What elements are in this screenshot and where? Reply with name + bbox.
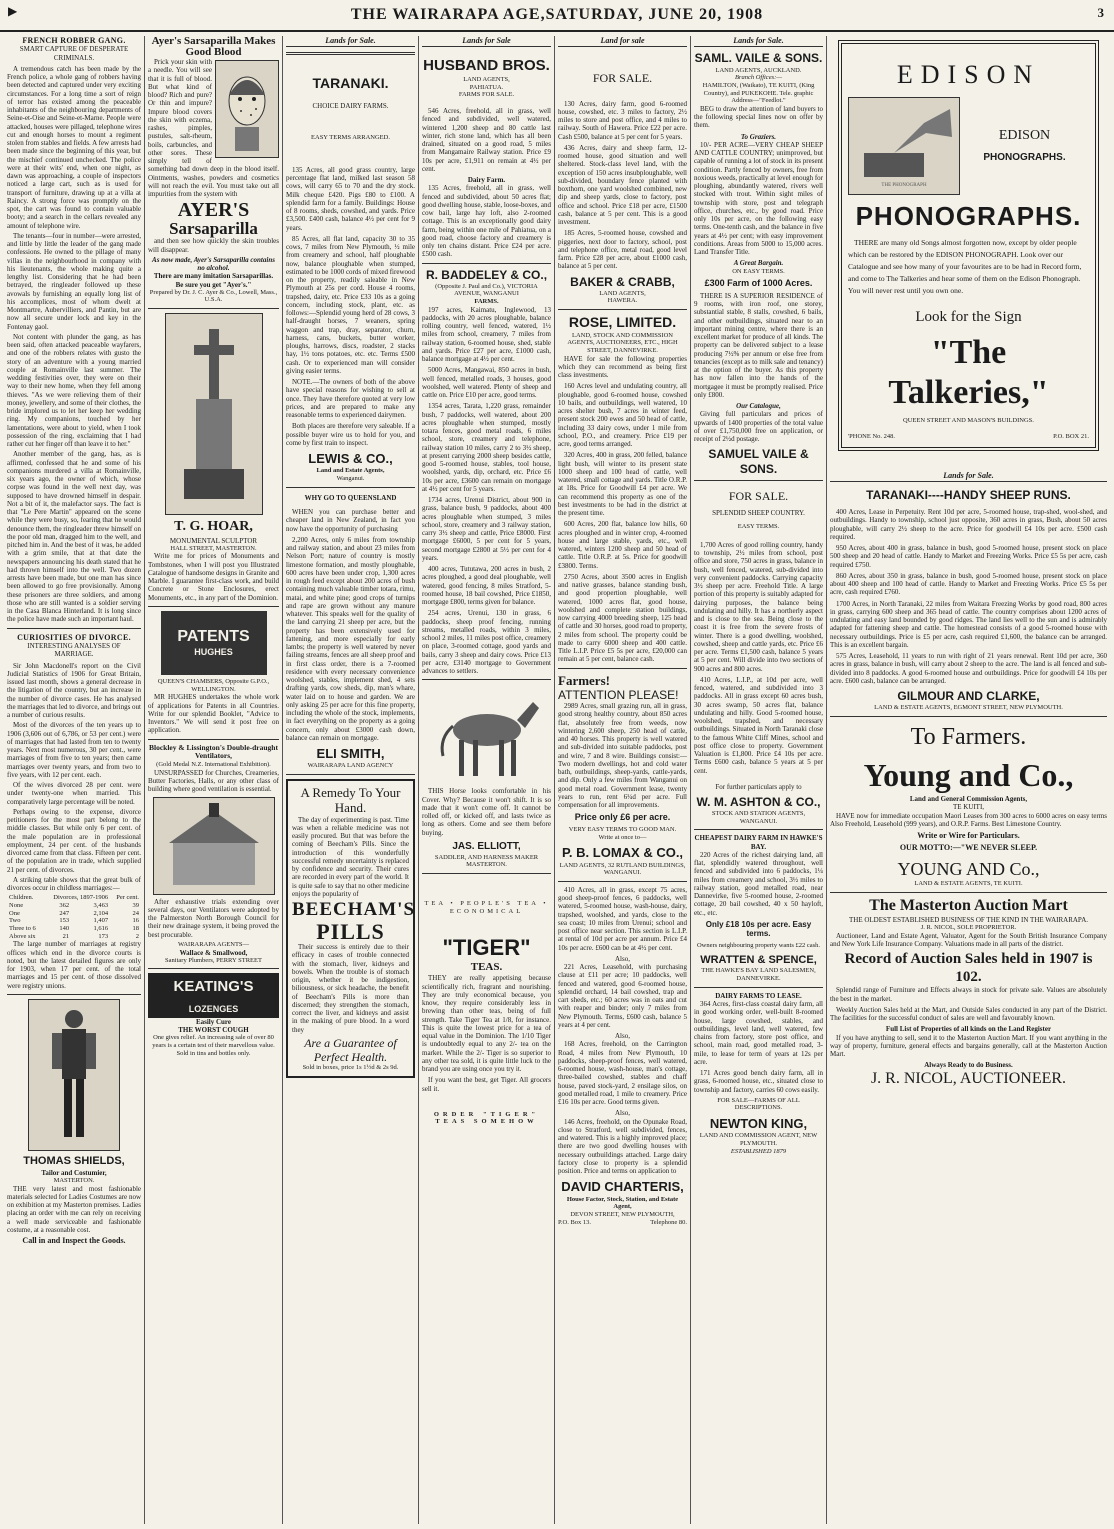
table-cell: 18 — [132, 925, 139, 932]
table-cell: 153 — [59, 917, 70, 925]
masthead — [0, 0, 1114, 32]
divider — [286, 52, 415, 55]
beechams-ad — [286, 779, 415, 1078]
section-subheading: FARMS FOR SALE. — [458, 91, 515, 99]
land-listing: 600 Acres, 200 flat, balance low hills, 60 acres ploughed and in winter crop, 4-roomed house and large stable, yards, etc., well watered, winters 1200 sheep and 50 head of cattle. Title O.R.P. at 5s. Price for goodwill £3800. Terms. — [558, 520, 687, 570]
cross-monument-icon — [174, 319, 254, 509]
divider — [148, 308, 279, 309]
article-paragraph: Most of the divorces of the ten years up to 1906 (3,606 out of 6,786, or 53 per cent.) were of marriages that had lasted from ten to twenty years. Next most numerous, 30 per cent., were marriages of from five to ten years; then came marriages over twenty years, and from two to five years, with 12 per cent. each. — [7, 721, 141, 779]
advertiser-town: MASTERTON. — [53, 1177, 95, 1185]
land-listing: NOTE.—The owners of both of the above have special reasons for wishing to sell at once. They have therefore quoted at very low prices, and are prepared to make any reasonable terms to experienced dairymen. — [286, 378, 415, 420]
terms-line: ON EASY TERMS. — [732, 267, 785, 275]
ad-headline: A Remedy To Your Hand. — [300, 784, 401, 816]
land-listing: 5000 Acres, Mangawai, 850 acres in bush, well fenced, metalled roads, 3 houses, good woolshed, well watered. Plenty of sheep and cattle on. Price £10 per acre, good terms. — [422, 366, 551, 400]
keatings-cure: THE WORST COUGH — [178, 1026, 249, 1034]
section-heading: FOR SALE. — [728, 488, 789, 503]
article-paragraph: The large number of marriages at registry offices which end in the divorce courts is noted, but the latest detailed figures are only for 1903, when 17 per cent. of the total marriages and 15 per cent. of those dissolved were registry unions. — [7, 940, 141, 990]
section-heading: DAIRY FARMS TO LEASE. — [715, 991, 802, 1000]
agent-name: SAMUEL VAILE & SONS. — [708, 447, 809, 476]
price-line: £300 Farm of 1000 Acres. — [704, 278, 813, 289]
land-listing: 10/- PER ACRE—VERY CHEAP SHEEP AND CATTLE COUNTRY; unimproved, but capable of running a lot of stock in its present condition. Partly fenced by owners, free from noxious weeds, practically at level enough for ploughing, abundantly watered, rivers well stocked with trout. Within sight miles of township with store, post and telegraph office, churches, etc., by good road. Price only 10s per acre, on the following easy terms. One-tenth cash, and the balance in five years at 4½ per cent; with easy improvement conditions. Areas from 5000 to 15,000 acres. Land Transfer Title. — [694, 140, 823, 257]
terms-line: EASY TERMS ARRANGED. — [311, 134, 390, 142]
table-cell: 140 — [59, 925, 70, 932]
beechams-brand: BEECHAM'S — [292, 899, 416, 921]
table-header-cell: Children. — [9, 894, 34, 902]
table-row — [7, 933, 141, 941]
ventilator-illustration — [153, 797, 275, 895]
agent-town: HAWERA. — [607, 297, 638, 305]
edison-phonographs: PHONOGRAPHS. — [983, 152, 1066, 164]
article-paragraph: Another member of the gang, has, as is affirmed, confessed that he and some of his companions murdered a villa at Romainville, six years ago, the owner of which, whose corpse was found in the well next day, was supposed to have drowned himself in despair. Not a bit of it, the malefactor says. The fact is that "Le Pere Martin" appeared on the scene while they were busy, so, fearing that he would denounce them, the ringleader threw himself on the poor old man, dragged him to the well, and pitched him in. And the best of it was, he added with a grim smile, that at that date the newspapers announcing his death stated that he had thrown himself into the well. Two dozen arrests have been made, but one man has since been allowed to go free provisionally. Among these prisoners are three soldiers, and among those who are still wanted is a soldier serving in the Casa Blanca Hinterland. It is long since the police have made such an important haul. — [7, 450, 141, 624]
article-paragraph: Not content with plunder the gang, as has been said, often attacked peaceable wayfarers, and one of the robbers relates with gusto the story of an adventure with a young married couple at Romainville last summer. The wedding festivities over, they were on their way to their new home, when they fell among thieves. "As we were relieving them of their money, jewellery, and some of their clothes, the bride implored us to let her keep her wedding ring. My companions, touched by her lamentations, were about to yield, when I took possession of the ring, exclaiming that I had rather cut her finger off than leave it to her." — [7, 332, 141, 449]
also-line: Also, — [615, 1109, 630, 1118]
land-listing: 221 Acres, Leasehold, with purchasing clause at £11 per acre; 10 paddocks, well fenced and watered, good 6-roomed house, splendid orchard, 14 bail cowshed, trap and cart sheds, etc.; 60 acres was in oats and cut with reaper and binder; only 7 miles from New Plymouth. Terms, £600 cash, balance 5 years at 4 per cent. — [558, 963, 687, 1029]
agent-address: DEVON STREET, NEW PLYMOUTH, — [570, 1210, 675, 1218]
table-header-cell: Divorces, 1897-1906 — [53, 894, 109, 902]
column-5 — [554, 36, 690, 1524]
land-listing: 400 Acres, Lease in Perpetuity. Rent 10d per acre, 5-roomed house, trap-shed, wool-shed, and outbuildings. Handy to township, school just opposite, 360 acres in grass, Bush, about 50 acres ploughable, will carry 2½ sheep to the acre. Price for goodwill £4 10s per acre. £500 cash required. — [830, 508, 1107, 541]
ad-body: UNSURPASSED for Churches, Creameries, Butter Factories, Halls, or any other class of building where good ventilation is essential. — [148, 768, 279, 794]
agent-po-box: P.O. Box 13. — [558, 1218, 592, 1226]
agent-address: (Opposite J. Paul and Co.), VICTORIA AVENUE, WANGANUI — [435, 282, 538, 298]
ad-body: THIS Horse looks comfortable in his Cover. Why? Because it won't shift. It is so made that it won't come off. It cannot be rolled off, or kicked off, and lasts twice as long as others. Come and see them before buying. — [422, 787, 551, 837]
land-listing: Both places are therefore very saleable. If a possible buyer wire us to hold for you, and come by first train to inspect. — [286, 422, 415, 447]
table-cell: One — [9, 909, 20, 917]
ad-body: One gives relief. An increasing sale of over 80 years is a certain test of their marvellous value. — [152, 1034, 275, 1049]
table-cell: 3,463 — [93, 902, 109, 910]
land-listing: 410 Acres, L.I.P., at 10d per acre, well fenced, watered, and subdivided into 3 paddocks. All in grass except 60 acres bush, 30 acres swamp, 50 acres flat, balance undulating and hilly. Good 5-roomed house, woolshed, trapshed, and necessary outbuildings. Situated in North Taranaki close to the famous White Cliff Mines, school and post office close to property. Government Valuation is £1,800. Price £4 10s per acre. Terms £600 cash, balance 5 years at 5 per cent. — [694, 675, 823, 775]
ayer-brand-name: Sarsaparilla — [169, 219, 258, 239]
section-subheading: FARMS. — [474, 298, 499, 306]
table-cell: 247 — [59, 909, 70, 917]
agent-name: BAKER & CRABB, — [570, 274, 675, 289]
ad-agents-address: Sanitary Plumbers, PERRY STREET — [165, 956, 262, 964]
ad-slogan: Are a Guarantee of Perfect Health. — [304, 1035, 397, 1065]
patents-brand: PATENTS — [177, 628, 250, 646]
tiger-teas: TEAS. — [470, 961, 503, 974]
column-heading: Lands for Sale. — [694, 36, 823, 47]
ad-body: Weekly Auction Sales held at the Mart, and Outside Sales conducted in any part of the District. The facilities for the successful conduct of sales are well and favourably known. — [830, 1005, 1107, 1023]
section-heading: TARANAKI----HANDY SHEEP RUNS. — [866, 488, 1071, 502]
column-heading: Lands for Sale — [422, 36, 551, 47]
divider — [286, 774, 415, 775]
ad-body: Prick your skin with a needle. You will see that it is full of blood. But what kind of blood? Rich and pure? Or thin and impure? Impure blood covers the skin with eczema, rashes, pimples, pustules, salt-rheum, boils, carbuncles, and other sores. These simply tell of something bad down deep in the blood itself. Ointments, washes, powders and cosmetics will not reach the evil. You must take out all impurities from the system with — [148, 58, 279, 198]
land-listing: 364 Acres, first-class coastal dairy farm, all in good working order, well-built 8-roomed house, large cowshed, stables, and outbuildings, level land, well watered, few chains from factory, store post office, and school, main road, good metalled road, 3-mile, to lease for term of years at 12s per acre. — [694, 1000, 823, 1066]
divider — [694, 987, 823, 988]
column-heading: Lands for Sale. — [830, 471, 1107, 482]
horse-illustration — [427, 684, 547, 784]
land-listing: 320 Acres, 400 in grass, 200 felled, balance light bush, will winter to its present state 1000 sheep and 100 head of cattle, well watered, small cottage and yards. Title O.R.P. at 18s. Price for Goodwill £4 per acre. We can recommend this property as one of the best investments to be had in the district at the present time. — [558, 451, 687, 518]
keatings-easily: Easily Cure — [195, 1017, 232, 1026]
ad-agents-name: Wallace & Smallwood, — [179, 948, 248, 957]
tailor-figure-icon — [44, 1005, 104, 1145]
ad-subheading: Full List of Properties of all kinds on the Land Register — [885, 1025, 1052, 1034]
land-listing: 135 Acres, freehold, all in grass, well fenced and subdivided, about 50 acres flat; good dwelling house, stable, loose-boxes, and cow bail, large hay loft, also 2-roomed cottage. This is an exceptionally good dairy farm, being within one mile of Pahiatua, on a good road, choose factory and creamery is only ten chains distant. Price £24 per acre. £500 cash. — [422, 184, 551, 259]
ayer-sure: Be sure you get "Ayer's." — [175, 280, 252, 289]
to-farmers-heading: To Farmers. — [910, 723, 1027, 750]
agent-town: WANGANUI. — [739, 817, 778, 825]
land-listing: WHEN you can purchase better and cheaper land in New Zealand, in fact you now have the opportunity of purchasing — [286, 508, 415, 533]
ad-body: The day of experimenting is past. Time was when a reliable medicine was not easily procured. But that was before the coming of Beecham's Pills. Since the introduction of this wonderfully successful remedy uncertainty is replaced by confidence and security. Their cures are recorded in every part of the world. It is quite safe to say that no other medicine enjoys the popularity of — [292, 815, 409, 898]
beechams-pills: PILLS — [316, 919, 385, 945]
ad-body: After exhaustive trials extending over several days, our Ventilators were adopted by the Palmerston North Borough Council for their new drainage system, it being proved the best procurable. — [148, 897, 279, 939]
section-heading: To Graziers. — [740, 132, 777, 141]
contact-row — [558, 1219, 687, 1227]
agent-name: R. BADDELEY & CO., — [425, 267, 548, 282]
table-header-cell: Per cent. — [116, 894, 139, 902]
land-listing: 400 acres, Tututawa, 200 acres in bush, 2 acres ploughed, a good deal ploughable, well watered, good fencing, 8 miles Stratford, 5-roomed house, 18 bail cowshed, Price £1850, mortgage £800, terms given for balance. — [422, 565, 551, 607]
table-row — [7, 917, 141, 925]
land-listing: 1,700 Acres of good rolling country, handy to township, 2½ miles from school, post office and store, 750 acres in grass, balance in bush, well fenced, watered, sub-divided into very convenient paddocks. Carrying capacity 3½ sheep per acre. Freehold Title. A large portion of this property is suitably adapted for dairying purposes, the balance being undulating and hilly. It has a northerly aspect and is close to the sea. Being close to the coast it is free from the severe frosts of winter. There is a good dwelling, woolshed, cowshed, sheep and cattle yards, etc. Price £6 per acre. Terms £1,500 cash, balance 5 years at 5 per cent. Will divide into two sections of 900 acres and 800 acres. — [694, 540, 823, 673]
region-heading: TARANAKI. — [312, 75, 389, 92]
phonographs-headline: PHONOGRAPHS. — [855, 200, 1082, 231]
section-heading: FOR SALE. — [592, 71, 653, 86]
ad-body: THE very latest and most fashionable materials selected for Ladies Costumes are now on exhibition at my Masterton premises. Ladies placing an order with me can rely on receiving a well made serviceable and fashionable costume, at a reasonable cost. — [7, 1184, 141, 1234]
record-heading: Record of Auction Sales held in 1907 is 102. — [844, 951, 1093, 985]
land-listing: 254 acres, Urenui, 130 in grass, 6 paddocks, sheep proof fencing, running streams, metalled roads, within 3 miles, school 2 miles, 11 miles post office, creamery on place, 3-roomed cottage, good yards and bails, carry 3 sheep and dairy cows. Price £13 per acre, £3140 mortgage to Government advances to settlers. — [422, 609, 551, 676]
ayer-note: As now made, Ayer's Sarsaparilla contains no alcohol. — [152, 255, 275, 272]
table-cell: 2 — [135, 932, 139, 940]
woman-face-icon — [221, 65, 273, 153]
divider — [558, 309, 687, 310]
article-paragraph: The tenants—four in number—were arrested, and little by little the leader of the gang made confessions. He owned to the pillage of many villas in the neighbourhood in company with his lieutenants, the whole making quite a lengthy list. Considering that he had been betrayed, the ringleader followed up these avowals by furnishing an equally long list of his accomplices, most of whom dwelt at Montmartre, Aubervilliers, and Pantin, but are now all secure under lock and key in the Fontenay gaol. — [7, 231, 141, 331]
price-line: Price only £6 per acre. — [574, 812, 671, 823]
article-paragraph: A striking table shows that the great bulk of divorces occur in childless marriages:— — [7, 875, 141, 893]
divider — [286, 487, 415, 488]
agent-name: ROSE, LIMITED. — [568, 314, 677, 331]
divider — [7, 628, 141, 629]
keatings-subbrand: LOZENGES — [148, 1001, 279, 1018]
article-subtitle: INTERESTING ANALYSES OF MARRIAGE. — [27, 642, 121, 659]
tiger-order-ring: ORDER "TIGER" TEAS SOMEHOW — [433, 1110, 540, 1126]
agent-name: GILMOUR AND CLARKE, — [897, 689, 1040, 704]
table-cell: 173 — [98, 932, 109, 940]
table-cell: Two — [9, 917, 21, 925]
agent-subline: LAND AND COMMISSION AGENT, NEW PLYMOUTH. — [699, 1132, 818, 1148]
edison-brand-block — [960, 128, 1089, 164]
column-2 — [144, 36, 282, 1524]
table-cell: 362 — [59, 902, 70, 910]
advertiser-trade: Tailor and Costumier, — [41, 1168, 107, 1177]
agent-subline: Land and Estate Agents, — [316, 467, 385, 475]
ayer-imitation: There are many imitation Sarsaparillas. — [153, 272, 274, 281]
land-listing: 1354 acres, Tarata, 1,220 grass, remainder bush, 7 paddocks, well watered, about 200 acres ploughable when stumped, mostly totara fences, good metal roads, 6 miles school, store, creamery and telephone, railway station 10 miles, carry 2 to 3½ sheep, at present carrying 2000 sheep besides cattle, good 5-roomed house, stables, tool house, woolshed, yards, dip, orchard, etc. Price £6 10s per acre, £3600 can remain on mortgage at 4½ per cent for 5 years. — [422, 402, 551, 493]
agent-name: SAML. VAILE & SONS. — [694, 51, 823, 66]
look-line: Look for the Sign — [915, 309, 1022, 326]
section-subheading: FOR SALE—FARMS OF ALL DESCRIPTIONS. — [717, 1096, 800, 1112]
face-illustration — [215, 60, 279, 158]
section-heading: Farmers! — [558, 672, 610, 688]
article-title: CURIOSITIES OF DIVORCE. — [17, 632, 131, 642]
ad-footnote: Sold in tins and bottles only. — [176, 1049, 251, 1057]
section-subheading: ATTENTION PLEASE! — [558, 687, 679, 702]
land-listing: 168 Acres, freehold, on the Carrington Road, 4 miles from New Plymouth, 10 paddocks, sheep-proof fences, well watered, 6-roomed house, wash-house, man's cottage, three-bailed cowshed, stables and chaff house, paved stock-yard, 2 ensilage silos, on good metalled road, 1 mile to creamery. Price £16 10s per acre. Good terms given. — [558, 1040, 687, 1107]
divorce-table — [7, 894, 141, 940]
advertiser-trade: MONUMENTAL SCULPTOR — [169, 536, 258, 545]
agent-town: PAHIATUA. — [469, 83, 504, 91]
table-cell: None — [9, 902, 24, 910]
column-heading: Land for sale — [558, 36, 687, 47]
divider — [694, 829, 823, 830]
table-cell: 2,104 — [93, 909, 109, 917]
ad-body: MR HUGHES undertakes the whole work of applications for Patents in all Countries. Write for our splendid Booklet, "Advice to Inventors." We will send it post free on application. — [148, 693, 279, 735]
agent-name: P. B. LOMAX & CO., — [561, 845, 684, 861]
land-listing: 2750 Acres, about 3500 acres in English and native grasses, balance standing bush, and good propertion ploughable, well watered, 1000 acres flat, good house, woolshed and complete station buildings, now carrying 4000 breeding sheep, 125 head of cattle and 30 horses, good road to property, 2 miles from school. The property could be made to carry 6000 sheep and 400 cattle. Title L.I.P. Price £5 5s per acre, £20,000 can remain at 5 per cent, balance cash. — [558, 572, 687, 664]
ad-call-to-action: Write or Wire for Particulars. — [917, 831, 1020, 841]
section-subheading: CHOICE DAIRY FARMS. — [312, 101, 389, 110]
divider — [694, 480, 823, 481]
advertiser-name: THOMAS SHIELDS, — [23, 1154, 125, 1167]
phonograph-label: THE PHONOGRAPH — [881, 182, 927, 188]
building-ventilator-icon — [159, 803, 269, 889]
agent-name: HUSBAND BROS. — [423, 57, 550, 75]
advertiser-address: QUEEN'S CHAMBERS, Opposite G.P.O., WELLINGTON. — [157, 677, 270, 693]
table-cell: 1,616 — [93, 925, 109, 932]
edison-heading: EDISON — [896, 60, 1041, 89]
edison-brand: EDISON — [998, 127, 1051, 143]
ad-body: Their success is entirely due to their efficacy in cases of trouble connected with the stomach, liver, kidneys and bowels. When the trouble is of stomach origin, whether it be indigestion, biliousness, or sick headache, the benefit of Beecham's Pills is more than discerned; they strengthen the stomach, correct the liver, and kidneys and assist in the making of pure blood. In a word they — [292, 943, 409, 1034]
agent-name: LEWIS & CO., — [308, 451, 393, 467]
article-paragraph: Perhaps owing to the expense, divorce petitioners for the most part belong to the middle classes. But while only 6 per cent. of the male population are in professional employment, 24 per cent. of the husbands divorced came from that class. Fifteen per cent. of the population are in trade, which supplied 21 per cent. of divorces. — [7, 807, 141, 874]
ad-headline: Blockley & Lissington's Double-draught Ventilators, — [149, 742, 278, 761]
article-subtitle: SMART CAPTURE OF DESPERATE CRIMINALS. — [19, 45, 129, 62]
edison-row — [848, 97, 1089, 195]
divider — [7, 994, 141, 995]
land-listing: 2,200 Acres, only 6 miles from township and railway station, and about 23 miles from Nelson Port; nature of country is mostly limestone formation, and mostly ploughable, 600 acres have been under crop, 1,300 acres in rough feed except about 200 acres of bush containing much valuable timber totara, rimu, matai, and white pine; good crops of turnips and rape are grown without any manure whatever. This speaks well for the quality of the land carrying 21 sheep per acre, but the property has been extensively used for fattening, and more especially for early lambs; the property is well watered by never failing streams, fences are all sheep proof and in first class order, there is a 7-roomed residence with every necessary convenience woolshed, stables, implement shed, 4 sets drafting yards, cow sheds, dip, man's whare, water laid on to house and garden. We are only asking 25 per acre for this fine property, including the whole of the stock, implements, in fact everything on the property as a going concern, only about £3000 cash down, balance can remain on mortgage. — [286, 535, 415, 742]
tailor-figure-illustration — [28, 999, 120, 1151]
section-heading: Our Catalogue, — [736, 402, 781, 411]
monument-illustration — [165, 313, 263, 515]
patents-logo — [161, 611, 267, 675]
agent-subline: LAND & ESTATE AGENTS, EGMONT STREET, NEW PLYMOUTH. — [874, 704, 1063, 712]
table-cell: 1,407 — [93, 917, 109, 925]
further-line: For further particulars apply to — [715, 782, 802, 791]
agent-name: W. M. ASHTON & CO., — [696, 795, 821, 810]
page-number: 3 — [1097, 5, 1104, 20]
land-listing: 197 acres, Kaimatu, Inglewood, 13 paddocks, with 20 acres ploughable, balance rolling country, well fenced, watered, 1½ miles from school, creamery, 7 miles from railway station, 6-roomed house, shed, stable and yards. Price £27 per acre, £1000 cash, balance mortgage at 4½ per cent. — [422, 305, 551, 364]
agent-subline: House Factor, Stock, Station, and Estate Agent, — [566, 1195, 679, 1211]
table-row — [7, 910, 141, 918]
agent-offices: HAMILTON, (Waikato), TE KUITI, (King Country), and PUKEKOHE. Tele. graphic Address—"Feedlot." — [702, 81, 815, 105]
divider — [558, 668, 687, 669]
agent-name: NEWTON KING, — [709, 1116, 808, 1132]
divider — [830, 716, 1107, 717]
column-3 — [282, 36, 418, 1524]
section-heading: A Great Bargain. — [733, 259, 784, 268]
land-listing: HAVE for sale the following properties which they can recommend as being first class investments. — [558, 354, 687, 380]
tiger-arc-text: TEA • PEOPLE'S TEA • ECONOMICAL — [424, 900, 549, 915]
terms-line: VERY EASY TERMS TO GOOD MAN. — [568, 825, 677, 833]
contact-row — [848, 433, 1089, 441]
column-7 — [826, 36, 1110, 1524]
column-1 — [4, 36, 144, 1524]
agent-name: WRATTEN & SPENCE, — [700, 953, 817, 966]
ad-body: Auctioneer, Land and Estate Agent, Valuator, Agent for the South British Insurance Company and New York Life Insurance Company. Valuations made in all parts of the district. — [830, 931, 1107, 948]
agent-town: Wanganui. — [336, 475, 365, 483]
patents-name: HUGHES — [194, 647, 233, 658]
write-line: Write at once to— — [598, 833, 647, 841]
land-listing: 546 Acres, freehold, all in grass, well fenced and subdivided, well watered, wintered 1,200 sheep and 80 cattle last winter, rich stone land, which has all been drained, situated on a good road, 5 miles from Mangamaire Railway station. Price £9 10s per acre, £1,911 on remain at 4½ per cent. — [422, 107, 551, 173]
land-listing: 220 Acres of the richest dairying land, all flat, splendidly watered throughout, well fenced and subdivided into 6 paddocks, 1¼ miles from creamery and school, 3½ miles to railway station, good metalled road, near Dannevirke, five 5-roomed house, 2-roomed cottage, 20 bail cowshed, 40 x 50 hayloft, etc., etc. — [694, 850, 823, 917]
talkeries-brand: "The Talkeries," — [888, 334, 1049, 412]
article-paragraph: Of the wives divorced 28 per cent. were under twenty-one when married. This comparatively large percentage will be noted. — [7, 781, 141, 806]
young-brand-2: YOUNG AND Co., — [897, 858, 1040, 879]
land-listing: 1700 Acres, in North Taranaki, 22 miles from Waitara Freezing Works by good road, 800 acres in grass, carrying 600 sheep and 365 head of cattle. The country comprises about 1200 acres of undulating and easy land bounded by good ridges. The land lies well to the sun and is admirably adapted for fattening sheep and cattle. The homestead consists of a good 5-roomed house with necessary outbuildings. Price is £5 per acre, cash required £1,600, the balance can be arranged. This is an excellent bargain. — [830, 599, 1107, 649]
agent-established: ESTABLISHED 1879 — [730, 1147, 787, 1155]
agent-subline: WAIRARAPA LAND AGENCY — [307, 762, 394, 770]
land-listing: Giving full particulars and prices of upwards of 1400 properties of the total value of over £1,750,000 free on application, or receipt of 2½d postage. — [694, 410, 823, 444]
agent-subline: LAND, STOCK AND COMMISSION AGENTS, AUCTIONEERS, ETC., HIGH STREET, DANNEVIRKE. — [567, 331, 678, 354]
ad-body: HAVE now for immediate occupation Maori Leases from 300 acres to 6000 acres on easy terms Also Freehold, Leasehold (999 years), and O.R.P. Farms. Best Limestone Country. — [830, 811, 1107, 828]
land-listing: 860 Acres, about 350 in grass, balance in bush, good 5-roomed house, present stock on place about 400 sheep and 100 head of cattle. Handy to Market and Freezing Works. Price £5 5s per acre, cash required £760. — [830, 571, 1107, 597]
section-subheading: SPLENDID SHEEP COUNTRY. — [712, 508, 805, 517]
ad-body: and then see how quickly the skin troubles will disappear. — [148, 237, 279, 254]
mart-heading: The Masterton Auction Mart — [869, 896, 1068, 914]
auctioneer-name: J. R. NICOL, AUCTIONEER. — [870, 1069, 1067, 1087]
ad-call-to-action: Call in and Inspect the Goods. — [22, 1236, 126, 1246]
divider — [422, 263, 551, 264]
land-listing: 436 Acres, dairy and sheep farm, 12-roomed house, good situation and well sheltered. Stock-class level land, with the exception of 150 acres insubploughable, well sub-divided, boundary fence planted with boxthorn, one yard woolshed combined, new dip and sheep yards, close to factory, post office and school. Price £18 per acre, £1500 cash, balance at 5 per cent. This is a good investment. — [558, 143, 687, 227]
ayer-headline: Ayer's Sarsaparilla Makes Good Blood — [151, 36, 276, 58]
agent-subline: THE HAWKE'S BAY LAND SALESMEN, DANNEVIRKE. — [701, 967, 816, 983]
phonograph-icon — [854, 103, 954, 183]
agent-town: TE KUITI, — [952, 803, 985, 812]
agent-subline: STOCK AND STATION AGENTS, — [711, 810, 806, 818]
divider — [422, 873, 551, 874]
agent-subline: Land and General Commission Agents, — [909, 795, 1028, 804]
ad-motto: OUR MOTTO:—"WE NEVER SLEEP. — [899, 843, 1038, 853]
corner-mark: ▶ — [8, 4, 18, 18]
agent-telephone: Telephone 80. — [650, 1218, 687, 1226]
keatings-brand: KEATING'S — [148, 973, 279, 1001]
also-line: Also, — [615, 1032, 630, 1041]
column-heading: Lands for Sale. — [286, 36, 415, 47]
section-heading: WHY GO TO QUEENSLAND — [304, 493, 397, 502]
divider — [558, 881, 687, 882]
divider — [830, 892, 1107, 893]
land-listing: 146 Acres, freehold, on the Opunake Road, close to Stratford, well subdivided, fences, and watered. This is a highly improved place; there are two good dwelling houses with necessary outbuildings attached. Large dairy factory close to property is a splendid position. Price and terms on application to — [558, 1117, 687, 1176]
land-listing: 85 Acres, all flat land, capacity 30 to 35 cows, 7 miles from New Plymouth, ½ mile from creamery and school, half ploughable now, balance ploughable when stumped, estimated to be 1000 cords of mixed firewood on the property, readily saleable in New Plymouth at 25s per cord. House 4 rooms, trapshed, dairy, etc. Price £33 10s as a going concern, including stock, plant, etc. as follows:—Splendid young herd of 28 cows, 3 half-draught horses, 7 weaners, spring waggon and trap, dray, separator, churn, harness, cans, buckets, butter worker, ploughs, harrows, discs, roadster, 2 stacks hay, 1½ tons potatoes, etc. etc. Terms £500 cash. Or to experienced man will consider giving easier terms. — [286, 234, 415, 375]
table-row — [7, 902, 141, 910]
ad-body: If you have anything to sell, send it to the Masterton Auction Mart. If you want anything in the way of property, furniture, general effects and bargains generally, call at the Masterton Auction Mart. — [830, 1033, 1107, 1059]
table-cell: Three to 6 — [9, 925, 36, 932]
phone-number: 'PHONE No. 248. — [848, 432, 896, 440]
ad-body: If you want the best, get Tiger. All grocers sell it. — [422, 1076, 551, 1093]
ad-slogan: Always Ready to do Business. — [924, 1061, 1013, 1070]
divider — [422, 679, 551, 680]
agent-subline: LAND AGENTS, — [599, 289, 646, 297]
tiger-brand: "TIGER" — [442, 935, 531, 961]
advertiser-name: T. G. HOAR, — [174, 519, 253, 535]
land-listing: 2989 Acres, small grazing run, all in grass, good strong healthy country, about 850 acres flat, absolutely free from weeds, now wintering 2,600 sheep, 250 head of cattle, and 40 horses. This property is well watered and sub-divided into suitable paddocks, post and wire, 7 and 8 wire. Buildings consist:—Two modern dwellings, hot and cold water bath, outbuildings, sheep-yards, cattle-yards, and dip. Only a few miles from Wanganui on good metal road. Government lease, twenty years to run, rent 6¼d per acre. Full compensation for all improvements. — [558, 702, 687, 810]
table-header — [7, 894, 141, 902]
land-listing: 130 Acres, dairy farm, good 6-roomed house, cowshed, etc. 3 miles to factory, 2½ miles to store and post office, and 4 miles to railway. South of Hawera. Price £22 per acre. Cash £500, balance at 5 per cent for 5 years. — [558, 99, 687, 141]
terms-line: EASY TERMS. — [737, 523, 780, 531]
horse-icon — [429, 686, 545, 782]
article-paragraph: A tremendous catch has been made by the French police, a whole gang of robbers having been detected and captured under very exciting circumstances. For a long time a sort of reign of terror has existed among the peaceable inhabitants of the neighbouring departments of Seine-et-Oise and Seine-et-Marne. People were attacked, houses were pillaged, telephone wires cut and enough horses to mount a regiment stolen from stables and fields. A few arrests had been made since the beginning of this year, but the mischief continued unchecked. The police were at their wits' end, when one night, as dawn was approaching, a couple of inspectors noticed a large cart, such as is used for transport of furniture, drawing up at a villa at Raincy. A strong force was promptly on the spot, the cart was found to contain valuable booty; and a search in the cellars revealed any amount of telephone wire. — [7, 64, 141, 230]
mart-proprietor: J. R. NICOL, SOLE PROPRIETOR. — [920, 923, 1017, 931]
land-listing: 135 Acres, all good grass country, large percentage flat land, milked last season 58 cows, will carry 65 to 70 and the dry stock. Milk cheque £420. Pigs £80 to £100. A splendid farm for a family. Buildings: House of 8 rooms, sheds, cowshed, and yards. Price £3,500. £400 cash, balance 4½ per cent for 9 years. — [286, 165, 415, 232]
land-listing: 575 Acres, Leasehold, 11 years to run with right of 21 years renewal. Rent 10d per acre, 360 acres in grass, balance in bush, will carry about 2 sheep to the acre. The land is all fenced and sub-divided into 8 paddocks. A good 6-roomed house and outbuildings. Price for goodwill £4 10s per acre. £600 cash, balance can be arranged. — [830, 652, 1107, 685]
agent-branch-label: Branch Offices:— — [734, 74, 783, 82]
section-heading: Dairy Farm. — [467, 176, 506, 185]
mart-subheading: THE OLDEST ESTABLISHED BUSINESS OF THE KIND IN THE WAIRARAPA. — [848, 915, 1088, 924]
newspaper-title: THE WAIRARAPA AGE,SATURDAY, JUNE 20, 1908 — [350, 6, 764, 23]
land-listing: 171 Acres good bench dairy farm, all in grass, 6-roomed house, etc., situated close to township and factory, carries 60 cows easily. — [694, 1069, 823, 1094]
land-listing: 1734 acres, Urenui District, about 900 in grass, balance bush, 9 paddocks, about 400 acres ploughable when stumped, 3 miles school, store, creamery and 3 railway station, carry 3½ sheep and cattle, Price £8000. First mortgage £6000, 5 per cent for 5 years, second mortgage £2800 at 5½ per cent for 4 years. — [422, 496, 551, 562]
column-6 — [690, 36, 826, 1524]
young-brand: Young and Co., — [863, 757, 1074, 794]
ad-subline: (Gold Medal N.Z. International Exhibition). — [156, 761, 271, 769]
land-listing: 410 Acres, all in grass, except 75 acres, good sheep-proof fences, 6 paddocks, well watered, 5-roomed house, wash-house, dairy, trapshed, woolshed, and yards, close to the sea coast; 10 miles from Urenui; school and post office near section. This section is L.I.P. at rental of 10d per acre per annum. Price £4 10s per acre. £600 can be at 4½ per cent. — [558, 885, 687, 952]
advertiser-address: HALL STREET, MASTERTON. — [170, 544, 257, 552]
table-row — [7, 925, 141, 933]
ad-body: THERE are many old Songs almost forgotten now, except by older people which can be restored by the EDISON PHONOGRAPH. Look over our Catalogue and see how many of your favourites are to be had in Record form, and come to The Talkeries and hear some of them on the Edison Phonograph. You will never rest until you own one. — [848, 238, 1082, 296]
ad-footnote: Sold in boxes, price 1s 1½d & 2s 9d. — [302, 1064, 399, 1072]
edison-ad — [838, 40, 1099, 451]
divider — [148, 968, 279, 969]
table-cell: Above six — [9, 932, 36, 940]
land-listing: 950 Acres, about 400 in grass, balance in bush, good 5-roomed house, present stock on place 500 sheep and 20 head of cattle. Handy to Market and Freezing Works. Price £5 5s per acre, cash required £750. — [830, 544, 1107, 569]
advertiser-trade: SADDLER, AND HARNESS MAKER MASTERTON. — [434, 853, 539, 869]
divider — [148, 739, 279, 740]
article-title: FRENCH ROBBER GANG. — [22, 36, 126, 45]
agent-subline: LAND AGENTS, — [463, 76, 510, 84]
phonograph-illustration — [848, 97, 960, 195]
po-box: P.O. BOX 21. — [1053, 432, 1089, 440]
divider — [148, 606, 279, 607]
ayer-brand: AYER'S — [177, 199, 250, 222]
table-cell: 21 — [62, 932, 70, 940]
owners-line: Owners neighbouring property wants £22 cash. — [696, 941, 821, 949]
also-line: Also, — [615, 954, 630, 963]
table-cell: 39 — [132, 902, 139, 910]
agent-subline: LAND AGENTS, 32 RUTLAND BUILDINGS, WANGANUI. — [559, 861, 686, 877]
advertiser-name: JAS. ELLIOTT, — [452, 840, 521, 852]
table-cell: 16 — [132, 917, 139, 925]
land-listing: BEG to draw the attention of land buyers to the following special lines now on offer by them. — [694, 104, 823, 130]
talkeries-address: QUEEN STREET AND MASON'S BUILDINGS. — [903, 417, 1034, 425]
section-heading: CHEAPEST DAIRY FARM IN HAWKE'S BAY. — [694, 834, 823, 851]
article-paragraph: Sir John Macdonell's report on the Civil Judicial Statistics of 1906 for Great Britain, issued last month, shows a general decrease in the litigation of the country, but an increase in the number of divorce cases. He has analysed the marriages that led to divorce, and brings out a number of curious results. — [7, 661, 141, 720]
agent-subline: LAND AGENTS, AUCKLAND. — [715, 66, 802, 74]
column-4 — [418, 36, 554, 1524]
agent-subline: LAND & ESTATE AGENTS, TE KUITI. — [914, 880, 1023, 888]
ad-body: Splendid range of Furniture and Effects always in stock for private sale. Values are absolutely the best in the market. — [830, 986, 1107, 1003]
ad-body: THEY are really appetising because scientifically rich, fragrant and nourishing. They are truly economical because, you know, they require considerably less in brewing than other teas, being of full strength. Take Tiger Tea at 1/8, for instance. This is quite the lowest price for a tea of equal value in the Dominion. The 1/10 Tiger is undoubtedly equal to any 2/- tea on the market. While the 2/- Tiger is so superior to any other tea sold, it is quite little luck to the brand you are using once you try it. — [422, 974, 551, 1074]
agent-name: ELI SMITH, — [316, 746, 385, 761]
agent-name: DAVID CHARTERIS, — [561, 1179, 684, 1195]
land-listing: THERE IS A SUPERIOR RESIDENCE of 9 rooms, with iron roof, one storey, substantial stable, 8 stalls, cowshed, 6 bails, and other outbuildings, situated near to an important mining centre, where there is an excellent market for produce of all kinds. The property can be delivered subject to a lease producing 7½% per annum or else free from tenancies (except as to milk sale and tenancy) at the option of the buyer. As this property has now fallen into the hands of the mortgagee it must be promptly realised. Price only £800. — [694, 291, 823, 399]
land-listing: 185 Acres, 5-roomed house, cowshed and piggeries, next door to factory, school, post and telephone office, metal road, good level farm. Price £28 per acre, about £1000 cash, balance at 5 per cent. — [558, 229, 687, 271]
ad-body: Write me for prices of Monuments and Tombstones, when I will post you Illustrated Catalogue of handsome designs in Granite and Marble. I guarantee first-class work, and build Concrete or Stone Enclosures, erect Monuments, etc., in any part of the Dominion. — [148, 552, 279, 602]
table-cell: 24 — [132, 909, 139, 917]
land-listing: 160 Acres level and undulating country, all ploughable, good 6-roomed house, cowshed 10 bails, and outbuildings, well watered, 10 acres shelter bush, 7 acres in winter feed, present stock 200 ewes and 50 head of cattle, including 33 dairy cows, under 1 mile from school, P.O., and creamery. Price £19 per acre, good terms arranged. — [558, 382, 687, 449]
ad-agents-label: WAIRARAPA AGENTS— — [177, 940, 250, 948]
price-line: Only £18 10s per acre. Easy terms. — [705, 919, 812, 939]
ayer-prep: Prepared by Dr. J. C. Ayer & Co., Lowell, Mass., U.S.A. — [149, 288, 278, 304]
